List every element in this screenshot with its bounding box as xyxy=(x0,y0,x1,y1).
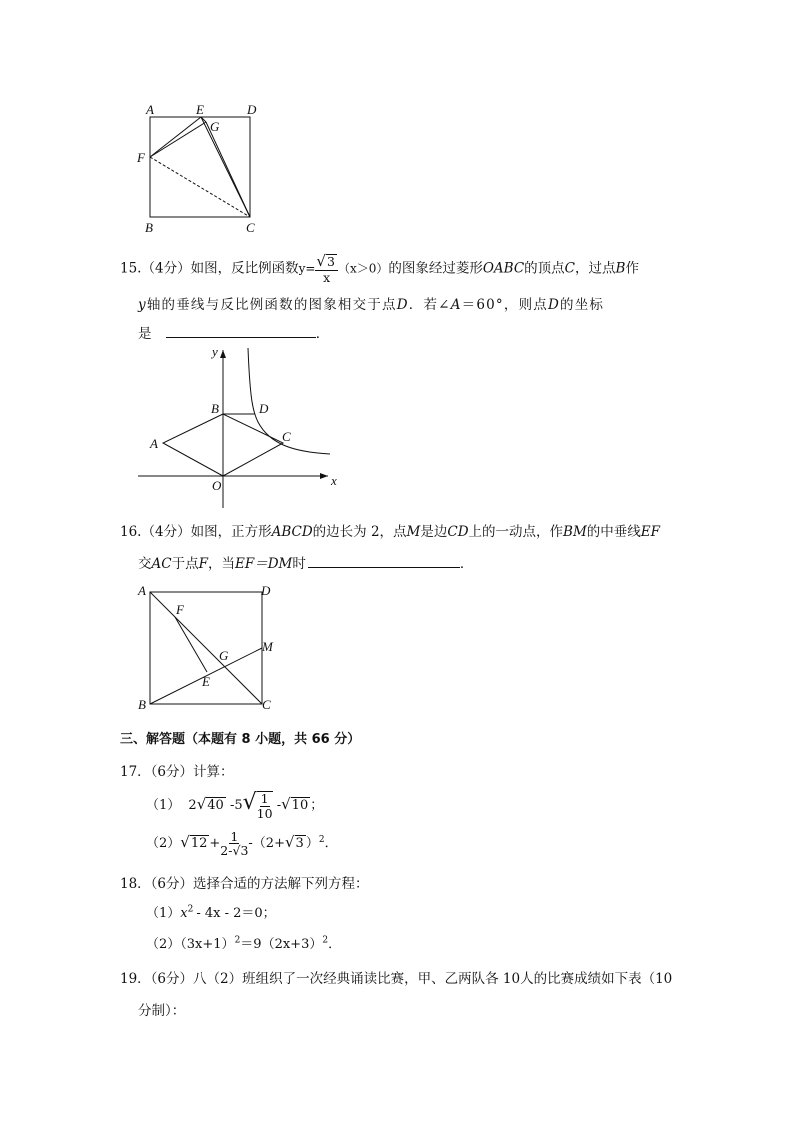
q15-text-4: 作 xyxy=(625,260,639,277)
q18-p2-end: ． xyxy=(328,937,342,952)
q15-line3 xyxy=(138,322,329,342)
q16-efdm: EF＝DM xyxy=(234,556,293,572)
q18-p1-x: x xyxy=(180,906,188,921)
q15-answer-blank[interactable] xyxy=(166,323,316,338)
label-B: B xyxy=(145,220,153,235)
label-E3: E xyxy=(202,674,210,689)
q15-b: B xyxy=(615,260,626,277)
label-x: x xyxy=(331,473,337,488)
q18-p1-rest: - 4x - 2＝0； xyxy=(196,906,276,921)
label-A: A xyxy=(146,102,154,117)
q17-p2-frac: $\frac{1}{2-√3}$ xyxy=(220,829,249,859)
q17-p1-minus: - xyxy=(276,798,282,813)
q16-bm: BM xyxy=(563,524,587,540)
q15-text-1: 的图象经过菱形 xyxy=(388,260,483,277)
q16-ef: EF xyxy=(640,524,661,540)
q17-part1: （1） 2√40 -5√ $\frac{1}{10}$ -√10 ； xyxy=(146,790,324,821)
q16-text-1: （4分）如图，正方形 xyxy=(141,524,272,540)
q17-part2: （2）√12 + $\frac{1}{2-√3}$ -（2+√3 ）$^2$． xyxy=(146,829,338,859)
q16-f: F xyxy=(198,556,208,572)
q16-text-5: 的中垂线 xyxy=(586,524,641,540)
q15-func-y: y= xyxy=(298,261,316,276)
q19-line2: 分制）： xyxy=(138,1003,186,1019)
q17-p2-text: -（2+ xyxy=(248,836,285,852)
q15-line2 xyxy=(138,293,604,313)
q16-number: 16. xyxy=(120,524,142,540)
q18-part2 xyxy=(146,933,341,952)
q16-line1 xyxy=(120,520,660,540)
label-D: D xyxy=(247,102,257,117)
label-E: E xyxy=(196,102,204,117)
q18-p2-label: （2） xyxy=(146,937,181,952)
q18-head: 18．（6分）选择合适的方法解下列方程： xyxy=(120,876,369,892)
q15-text-9: 是 xyxy=(138,326,152,342)
q17-p2-end: ． xyxy=(324,836,338,852)
q17-p1-sqrt10: 10 xyxy=(291,798,309,813)
q15-d2: D xyxy=(547,297,560,313)
q15-d: D xyxy=(396,297,409,313)
label-C: C xyxy=(246,220,255,235)
q16-text-4: 上的一动点，作 xyxy=(468,524,564,540)
q16-period: ． xyxy=(459,556,474,572)
q15-text-5: 轴的垂线与反比例函数的图象相交于点 xyxy=(146,297,397,313)
q18-p1-label: （1） xyxy=(146,906,181,921)
q15-domain: （x＞0） xyxy=(337,261,389,276)
label-B2: B xyxy=(211,401,219,416)
label-A2: A xyxy=(150,436,158,451)
label-D2: D xyxy=(259,401,269,416)
q17-p1-coef: 2 xyxy=(188,798,197,813)
figure-square-abcd xyxy=(130,578,290,718)
q17-p1-end: ； xyxy=(310,798,324,813)
q16-m: M xyxy=(406,524,421,540)
q17-p1-frac: $\frac{1}{10}$ xyxy=(256,791,273,821)
q15-fraction: $\frac{√3}{x}$ xyxy=(315,254,338,284)
q16-abcd: ABCD xyxy=(271,524,313,540)
q16-text-6: 交 xyxy=(138,556,152,572)
q15-den: x xyxy=(323,269,331,285)
q18-p1-sup: 2 xyxy=(187,904,194,915)
q16-ac: AC xyxy=(151,556,172,572)
q15-text-2: 的顶点 xyxy=(524,260,565,277)
q17-p2-sqrt12: 12 xyxy=(190,836,208,852)
q17-p2-label: （2） xyxy=(146,836,181,852)
q16-answer-blank[interactable] xyxy=(308,553,460,568)
figure-square-efgc xyxy=(130,100,270,240)
q17-p2-plus: + xyxy=(209,836,221,852)
q17-p1-label: （1） xyxy=(146,798,181,813)
q18-p2-sup2: 2 xyxy=(322,935,329,946)
label-D3: D xyxy=(261,583,271,598)
q15-text-6: ．若∠ xyxy=(408,297,451,313)
label-A3: A xyxy=(138,583,146,598)
q16-line2 xyxy=(138,552,473,572)
label-G3: G xyxy=(219,648,229,663)
q17-p2-sup: 2 xyxy=(318,834,325,845)
q15-y: y xyxy=(138,297,147,313)
label-G: G xyxy=(210,119,220,134)
label-F3: F xyxy=(176,602,184,617)
q19-line1: 19．（6分）八（2）班组织了一次经典诵读比赛，甲、乙两队各 10人的比赛成绩如下表（10 xyxy=(120,971,673,987)
q15-sqrt-3: 3 xyxy=(326,254,335,269)
q17-p1-minus5: -5 xyxy=(229,798,243,813)
q18-part1 xyxy=(146,902,276,921)
q16-cd: CD xyxy=(447,524,469,540)
label-y: y xyxy=(212,344,218,359)
q16-text-8: ，当 xyxy=(207,556,235,572)
q15-text-7: ＝60°，则点 xyxy=(461,297,548,313)
label-C3: C xyxy=(262,697,271,712)
q18-p2-b: ＝9（2x+3） xyxy=(240,937,323,952)
q17-p2-sqrt3: 3 xyxy=(295,836,304,852)
q16-text-3: 是边 xyxy=(420,524,448,540)
q16-text-7: 于点 xyxy=(171,556,199,572)
q17-p1-sqrt40: 40 xyxy=(207,798,224,813)
q17-head: 17．（6分）计算： xyxy=(120,764,234,780)
q17-p2-paren: ） xyxy=(305,836,319,852)
q15-score: （4分）如图，反比例函数 xyxy=(141,260,299,277)
q15-a: A xyxy=(450,297,462,313)
q18-p2-a: （3x+1） xyxy=(180,937,235,952)
q15-number: 15. xyxy=(120,260,142,277)
q15-c: C xyxy=(564,260,576,277)
q15-text-8: 的坐标 xyxy=(560,297,605,313)
q16-text-9: 时 xyxy=(292,556,306,572)
label-C2: C xyxy=(282,429,291,444)
q15-line1 xyxy=(120,254,639,284)
section-title: 三、解答题（本题有 8 小题，共 66 分） xyxy=(120,732,361,747)
label-F: F xyxy=(137,150,145,165)
label-M3: M xyxy=(262,639,273,654)
q18-p2-sup: 2 xyxy=(234,935,241,946)
q15-period: ． xyxy=(315,326,330,342)
label-B3: B xyxy=(138,697,146,712)
label-O: O xyxy=(212,478,222,493)
q15-oabc: OABC xyxy=(482,260,525,277)
q16-text-2: 的边长为 2，点 xyxy=(312,524,407,540)
q15-text-3: ，过点 xyxy=(575,260,616,277)
figure-rhombus-hyperbola xyxy=(130,340,350,515)
